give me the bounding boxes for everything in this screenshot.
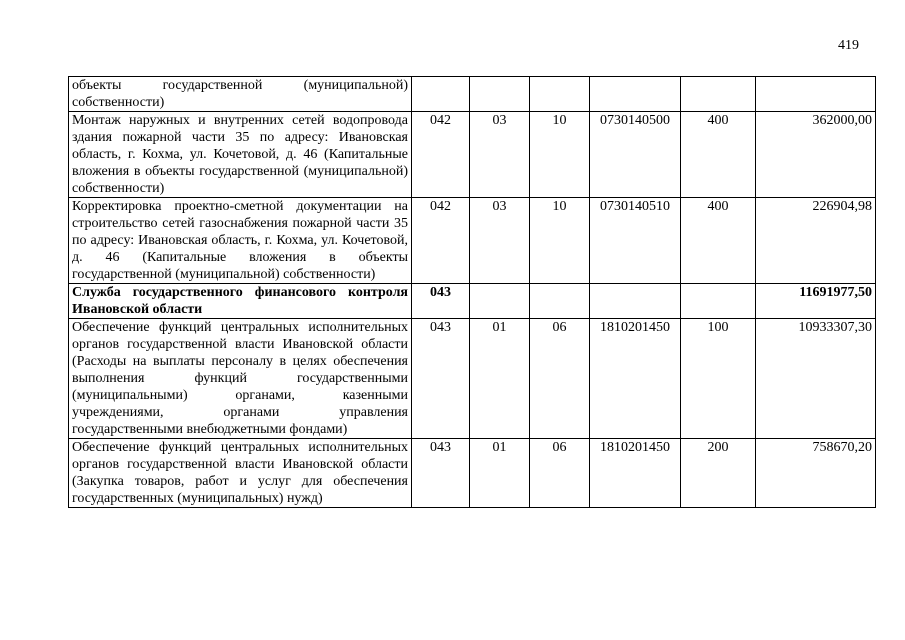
target-article-code: 1810201450	[590, 439, 681, 508]
row-description: Обеспечение функций центральных исполнительных органов государственной власти Ивановской области (Расходы на выплаты персоналу в целях обеспечения выполнения функций государственными (муниципальными) органами, казенными учреждениями, органами управления государственными внебюджетными фондами)	[69, 319, 412, 439]
row-description: Служба государственного финансового контроля Ивановской области	[69, 284, 412, 319]
table-row	[69, 112, 876, 198]
target-article-code: 0730140500	[590, 112, 681, 198]
amount: 226904,98	[756, 198, 876, 284]
department-code: 042	[412, 198, 470, 284]
subsection-code: 10	[530, 112, 590, 198]
expense-type-code: 400	[681, 112, 756, 198]
table-row-heading	[69, 284, 876, 319]
page-number: 419	[838, 38, 859, 53]
table-row	[69, 77, 876, 112]
subsection-code: 06	[530, 439, 590, 508]
amount: 10933307,30	[756, 319, 876, 439]
target-article-code	[590, 284, 681, 319]
department-code: 043	[412, 319, 470, 439]
amount	[756, 77, 876, 112]
department-code	[412, 77, 470, 112]
amount: 362000,00	[756, 112, 876, 198]
section-code: 03	[470, 112, 530, 198]
section-code	[470, 77, 530, 112]
amount: 11691977,50	[756, 284, 876, 319]
department-code: 043	[412, 284, 470, 319]
expense-type-code	[681, 284, 756, 319]
department-code: 043	[412, 439, 470, 508]
row-description: Обеспечение функций центральных исполнительных органов государственной власти Ивановской области (Закупка товаров, работ и услуг для обеспечения государственных (муниципальных) нужд)	[69, 439, 412, 508]
expense-type-code: 400	[681, 198, 756, 284]
department-code: 042	[412, 112, 470, 198]
row-description: Корректировка проектно-сметной документации на строительство сетей газоснабжения пожарной части 35 по адресу: Ивановская область, г. Кохма, ул. Кочетовой, д. 46 (Капитальные вложения в объекты государственной (муниципальной) собственности)	[69, 198, 412, 284]
target-article-code: 1810201450	[590, 319, 681, 439]
table-row	[69, 319, 876, 439]
subsection-code	[530, 284, 590, 319]
section-code: 01	[470, 319, 530, 439]
subsection-code: 10	[530, 198, 590, 284]
subsection-code: 06	[530, 319, 590, 439]
expense-type-code: 100	[681, 319, 756, 439]
row-description: Монтаж наружных и внутренних сетей водопровода здания пожарной части 35 по адресу: Ивановская область, г. Кохма, ул. Кочетовой, д. 46 (Капитальные вложения в объекты государственной (муниципальной) собственности)	[69, 112, 412, 198]
budget-table-body	[69, 77, 876, 508]
section-code	[470, 284, 530, 319]
target-article-code: 0730140510	[590, 198, 681, 284]
row-description: объекты государственной (муниципальной) собственности)	[69, 77, 412, 112]
section-code: 01	[470, 439, 530, 508]
amount: 758670,20	[756, 439, 876, 508]
budget-table	[68, 76, 876, 508]
table-row	[69, 439, 876, 508]
expense-type-code	[681, 77, 756, 112]
expense-type-code: 200	[681, 439, 756, 508]
section-code: 03	[470, 198, 530, 284]
table-row	[69, 198, 876, 284]
target-article-code	[590, 77, 681, 112]
subsection-code	[530, 77, 590, 112]
